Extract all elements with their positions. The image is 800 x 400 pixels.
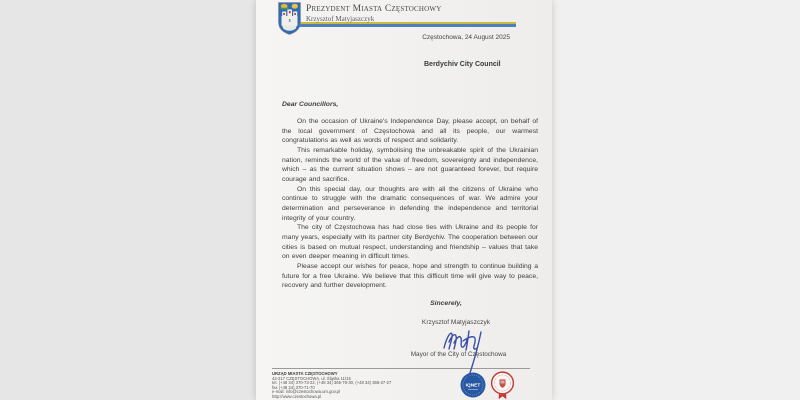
salutation: Dear Councillors, xyxy=(282,101,339,108)
signer-title: Mayor of the City of Częstochowa xyxy=(410,351,507,358)
city-coat-of-arms-icon xyxy=(278,2,301,35)
footer-line: 42-217 CZĘSTOCHOWA, ul. Śląska 11/15 xyxy=(272,375,351,381)
paragraph: On the occasion of Ukraine's Independence Day, please accept, on behalf of the local government of Częstochowa and all its people, our warmest congratulations as well as words of respect and solidarity. xyxy=(282,118,538,145)
closing: Sincerely, xyxy=(430,300,462,307)
addressee: Berdychiv City Council xyxy=(424,61,501,68)
letterhead-subtitle: Krzysztof Matyjaszczyk xyxy=(306,15,375,23)
paragraph: Please accept our wishes for peace, hope and strength to continue building a future for a free Ukraine. We believe that this difficult time will give way to peace, recovery and further development. xyxy=(282,262,538,290)
iqnet-badge-label: IQNET xyxy=(465,383,481,389)
paragraph: On this special day, our thoughts are with all the citizens of Ukraine who continue to struggle with the dramatic consequences of war. We admire your determination and perseverance in defending the independence and territorial integrity of your country. xyxy=(282,185,538,222)
paragraph: The city of Częstochowa has had close ties with Ukraine and its people for many years, especially with its partner city Berdychiv. The cooperation between our cities is based on mutual respect, understanding and friendship – values that take on even deeper meaning in difficult times. xyxy=(282,224,538,261)
date-line: Częstochowa, 24 August 2025 xyxy=(422,34,510,41)
signer-name: Krzysztof Matyjaszczyk xyxy=(421,319,491,326)
letter-body xyxy=(282,101,538,291)
footer-line: fax (+48 34) 370-71-70 xyxy=(272,384,315,390)
letter-page xyxy=(256,0,552,400)
handwritten-signature xyxy=(440,328,494,378)
paragraphs xyxy=(282,117,538,291)
letterhead-title: Prezydent Miasta Częstochowy xyxy=(306,4,442,14)
footer-line: e-mail: info@czestochowa.um.gov.pl xyxy=(272,389,340,395)
footer-line: URZĄD MIASTA CZĘSTOCHOWY xyxy=(272,371,338,376)
footer-line: tel. (+48 34) 370-73-22, (+48 34) 365-78-30, (+48 34) 366-27-27 xyxy=(272,380,392,386)
footer-contact-block xyxy=(272,372,442,400)
paragraph: This remarkable holiday, symbolising the unbreakable spirit of the Ukrainian nation, reminds the world of the value of freedom, sovereignty and independence, which – as the current situation shows – are not guaranteed forever, but require courage and sacrifice. xyxy=(282,146,538,183)
letterhead xyxy=(306,4,442,23)
flag-blue-band xyxy=(280,24,516,27)
footer-line: http://www.czestochowa.pl xyxy=(272,393,322,399)
